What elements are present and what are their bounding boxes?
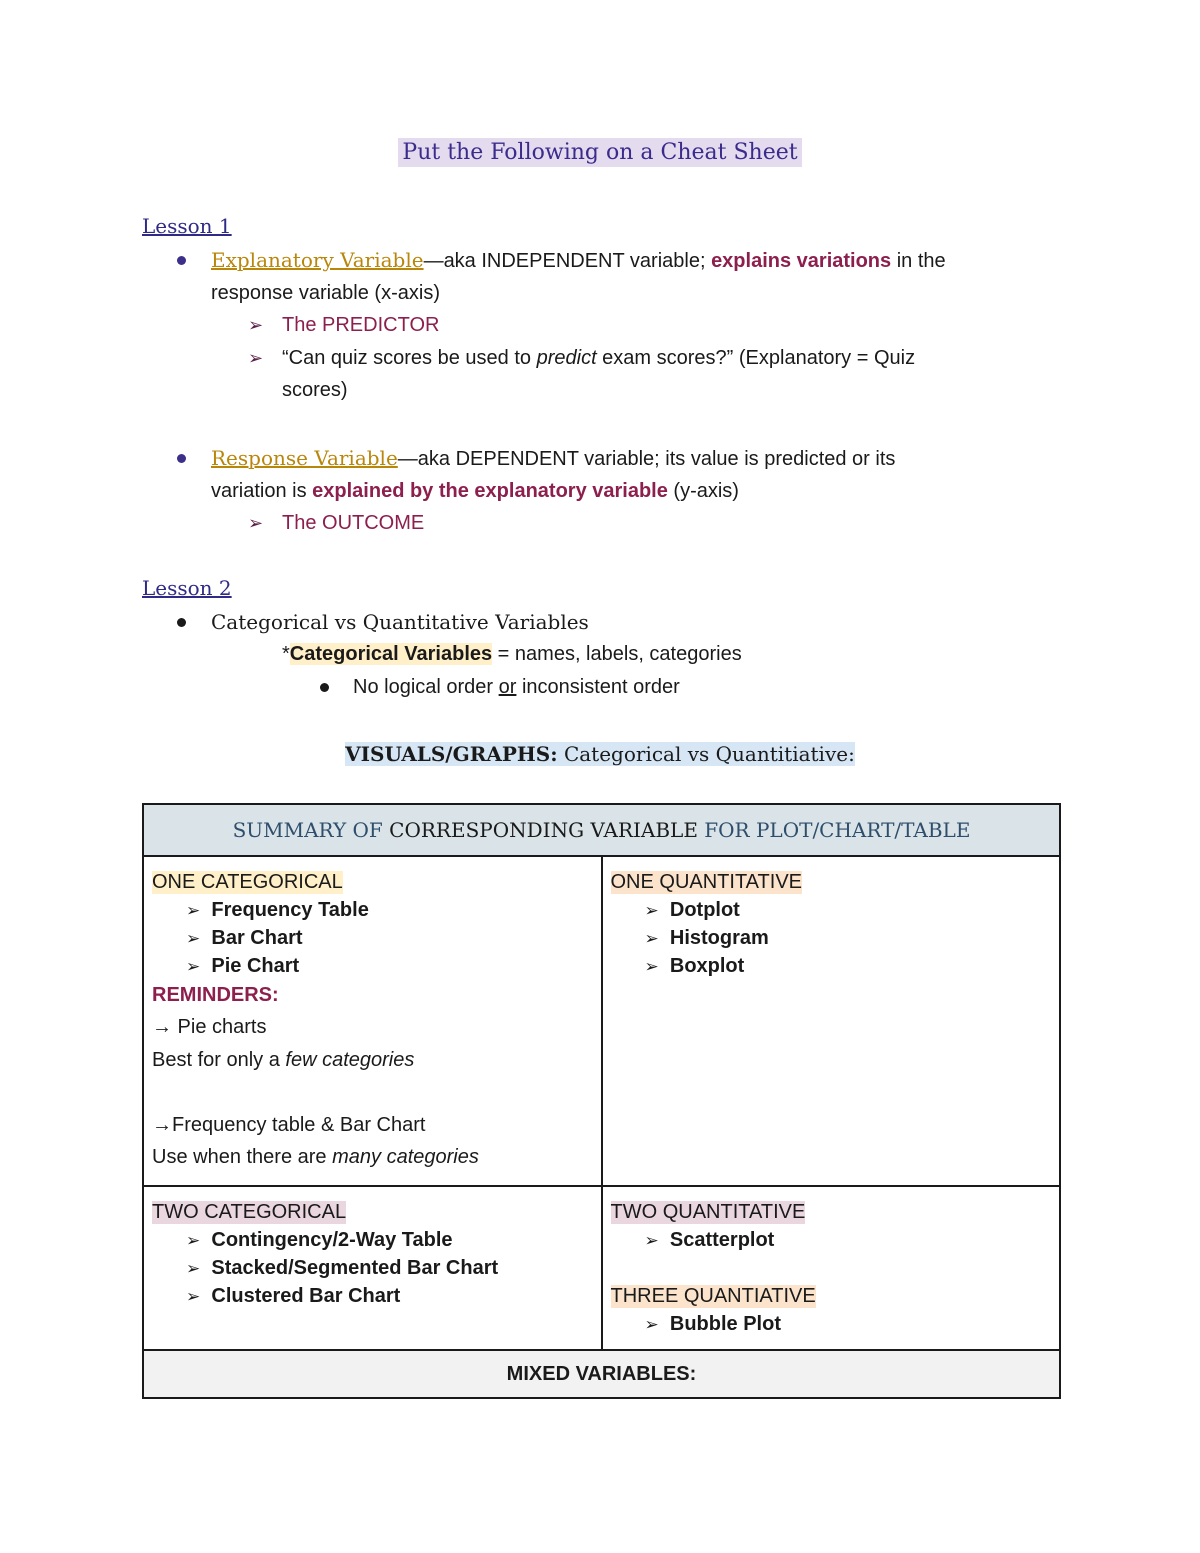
lesson-2-heading: Lesson 2 xyxy=(142,576,232,600)
list-item: ➢ Clustered Bar Chart xyxy=(186,1285,401,1307)
arrowhead-icon: ➢ xyxy=(186,1287,201,1306)
lesson-1-heading: Lesson 1 xyxy=(142,214,232,238)
bullet-dot-icon xyxy=(177,454,186,463)
order-item: No logical order or inconsistent order xyxy=(353,676,680,698)
page-title: Put the Following on a Cheat Sheet xyxy=(0,140,1200,165)
arrowhead-icon: ➢ xyxy=(186,1231,201,1250)
list-item: ➢ Boxplot xyxy=(644,955,745,977)
categorical-definition: *Categorical Variables = names, labels, categories xyxy=(282,643,742,665)
explanatory-term: Explanatory Variable xyxy=(211,248,424,272)
summary-table xyxy=(142,803,1061,1399)
quiz-example: “Can quiz scores be used to predict exam scores?” (Explanatory = Quiz xyxy=(282,347,916,369)
response-line-2: variation is explained by the explanatory variable (y-axis) xyxy=(211,480,739,502)
list-item: ➢ Bubble Plot xyxy=(644,1313,781,1335)
explanatory-line: Explanatory Variable—aka INDEPENDENT variable; explains variations in the xyxy=(211,248,946,272)
list-item: ➢ Frequency Table xyxy=(186,899,369,921)
response-term: Response Variable xyxy=(211,446,398,470)
bullet-dot-icon xyxy=(320,683,329,692)
reminder-freq: →Frequency table & Bar Chart xyxy=(152,1114,426,1136)
response-line: Response Variable—aka DEPENDENT variable; its value is predicted or its xyxy=(211,446,896,470)
arrowhead-icon: ➢ xyxy=(644,929,659,948)
reminders-label: REMINDERS: xyxy=(152,984,279,1006)
list-item: ➢ Histogram xyxy=(644,927,769,949)
list-item: ➢ Stacked/Segmented Bar Chart xyxy=(186,1257,499,1279)
arrowhead-icon: ➢ xyxy=(186,929,201,948)
list-item: ➢ Contingency/2-Way Table xyxy=(186,1229,453,1251)
one-quantitative-cell xyxy=(602,856,1061,1186)
bullet-dot-icon xyxy=(177,256,186,265)
arrowhead-icon: ➢ xyxy=(186,1259,201,1278)
arrowhead-icon: ➢ xyxy=(186,901,201,920)
list-item: ➢ Bar Chart xyxy=(186,927,303,949)
two-categorical-cell xyxy=(143,1186,602,1350)
bullet-dot-icon xyxy=(177,618,186,627)
list-item: ➢ Scatterplot xyxy=(644,1229,775,1251)
one-categorical-cell xyxy=(143,856,602,1186)
list-item: ➢ Dotplot xyxy=(644,899,740,921)
arrowhead-icon: ➢ xyxy=(248,348,264,368)
reminder-many: Use when there are many categories xyxy=(152,1146,479,1168)
two-quantitative-cell xyxy=(602,1186,1061,1350)
arrowhead-icon: ➢ xyxy=(186,957,201,976)
outcome-item: The OUTCOME xyxy=(282,512,425,534)
one-quantitative-label: ONE QUANTITATIVE xyxy=(610,871,802,893)
three-quantitative-label: THREE QUANTIATIVE xyxy=(610,1285,816,1307)
explanatory-line-2: response variable (x-axis) xyxy=(211,282,440,304)
arrowhead-icon: ➢ xyxy=(644,901,659,920)
arrowhead-icon: ➢ xyxy=(644,1231,659,1250)
list-item: ➢ Pie Chart xyxy=(186,955,300,977)
visuals-heading: VISUALS/GRAPHS: Categorical vs Quantitiative: xyxy=(345,742,855,766)
predictor-item: The PREDICTOR xyxy=(282,314,440,336)
two-categorical-label: TWO CATEGORICAL xyxy=(152,1201,347,1223)
one-categorical-label: ONE CATEGORICAL xyxy=(152,871,343,893)
cat-vs-quant-item: Categorical vs Quantitative Variables xyxy=(211,610,589,634)
arrowhead-icon: ➢ xyxy=(248,315,264,335)
arrowhead-icon: ➢ xyxy=(644,957,659,976)
reminder-few: Best for only a few categories xyxy=(152,1049,415,1071)
summary-table-header: SUMMARY OF CORRESPONDING VARIABLE FOR PLOT/CHART/TABLE xyxy=(143,804,1060,856)
arrowhead-icon: ➢ xyxy=(248,513,264,533)
mixed-variables-row: MIXED VARIABLES: xyxy=(143,1350,1060,1398)
two-quantitative-label: TWO QUANTITATIVE xyxy=(610,1201,806,1223)
reminder-pie: → Pie charts xyxy=(152,1016,267,1038)
arrowhead-icon: ➢ xyxy=(644,1315,659,1334)
quiz-example-line-2: scores) xyxy=(282,379,348,401)
